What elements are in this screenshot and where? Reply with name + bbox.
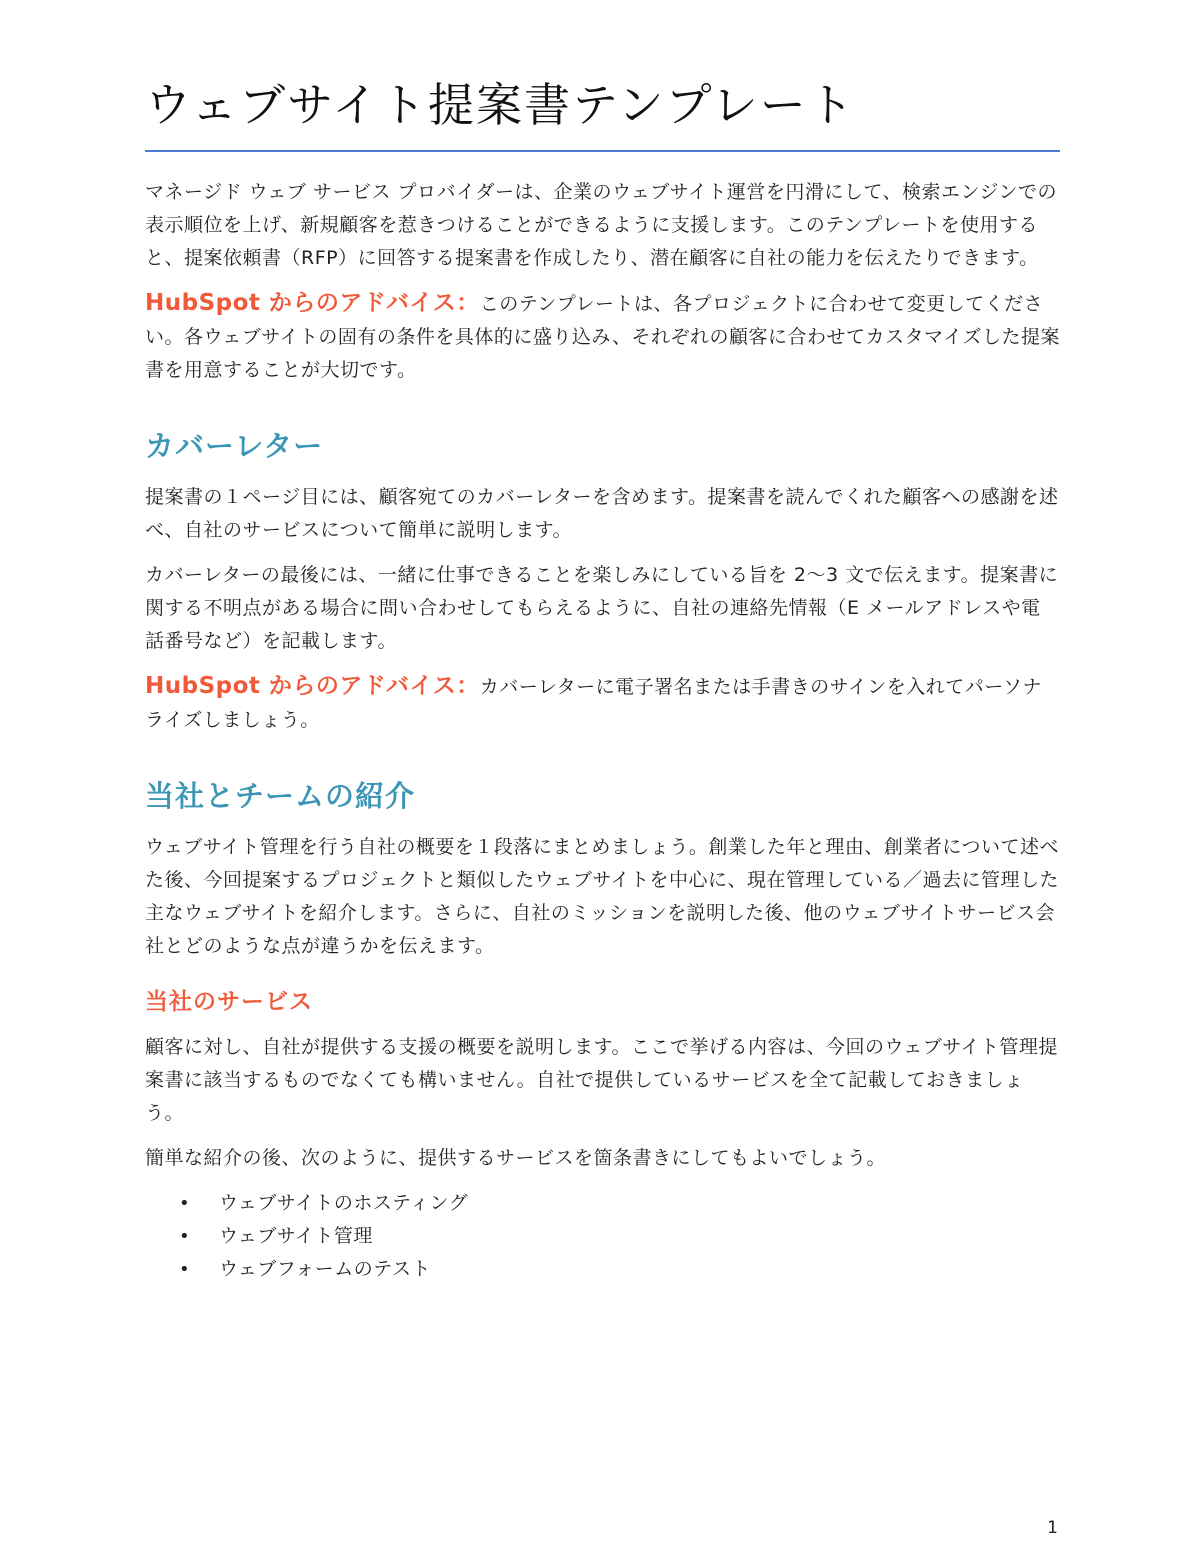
section-heading-company-intro: 当社とチームの紹介 [145,779,416,813]
list-item-text: ウェブフォームのテスト [219,1258,432,1280]
title-divider [145,150,1060,152]
bullet-icon: • [179,1259,191,1280]
tip-paragraph-2 [145,670,1060,737]
bullet-icon: • [179,1226,191,1247]
list-item [145,1253,1060,1286]
document-page [145,70,1060,1286]
services-paragraph-1: 顧客に対し、自社が提供する支援の概要を説明します。ここで挙げる内容は、今回のウェブサイト管理提案書に該当するものでなくても構いません。自社で提供しているサービスを全て記載しておきましょう。 [145,1036,1058,1124]
page-number: 1 [1047,1518,1058,1538]
list-item-text: ウェブサイト管理 [219,1225,373,1247]
section-heading-cover-letter: カバーレター [145,429,324,463]
services-paragraph-2: 簡単な紹介の後、次のように、提供するサービスを箇条書きにしてもよいでしょう。 [145,1147,887,1169]
tip-paragraph-1 [145,287,1060,387]
subsection-heading-services: 当社のサービス [145,989,313,1015]
bullet-icon: • [179,1193,191,1214]
cover-letter-paragraph-2: カバーレターの最後には、一緒に仕事できることを楽しみにしている旨を 2〜3 文で伝えます。提案書に関する不明点がある場合に問い合わせしてもらえるように、自社の連絡先情報（E メールアドレスや電話番号など）を記載します。 [145,564,1059,652]
cover-letter-paragraph-1: 提案書の１ページ目には、顧客宛てのカバーレターを含めます。提案書を読んでくれた顧客への感謝を述べ、自社のサービスについて簡単に説明します。 [145,486,1059,541]
list-item [145,1220,1060,1253]
services-list [145,1187,1060,1286]
tip-text: このテンプレートは、各プロジェクトに合わせて変更してください。各ウェブサイトの固有の条件を具体的に盛り込み、それぞれの顧客に合わせてカスタマイズした提案書を用意することが大切です。 [145,293,1060,381]
document-title: ウェブサイト提案書テンプレート [145,78,856,132]
company-intro-paragraph: ウェブサイト管理を行う自社の概要を１段落にまとめましょう。創業した年と理由、創業者について述べた後、今回提案するプロジェクトと類似したウェブサイトを中心に、現在管理している／過去に管理した主なウェブサイトを紹介します。さらに、自社のミッションを説明した後、他のウェブサイトサービス会社とどのような点が違うかを伝えます。 [145,836,1060,957]
list-item [145,1187,1060,1220]
intro-paragraph: マネージド ウェブ サービス プロバイダーは、企業のウェブサイト運営を円滑にして、検索エンジンでの表示順位を上げ、新規顧客を惹きつけることができるように支援します。このテンプレートを使用すると、提案依頼書（RFP）に回答する提案書を作成したり、潜在顧客に自社の能力を伝えたりできます。 [145,181,1058,269]
tip-text: カバーレターに電子署名または手書きのサインを入れてパーソナライズしましょう。 [145,676,1043,731]
tip-label: HubSpot からのアドバイス： [145,673,480,699]
list-item-text: ウェブサイトのホスティング [219,1192,469,1214]
tip-label: HubSpot からのアドバイス： [145,290,480,316]
